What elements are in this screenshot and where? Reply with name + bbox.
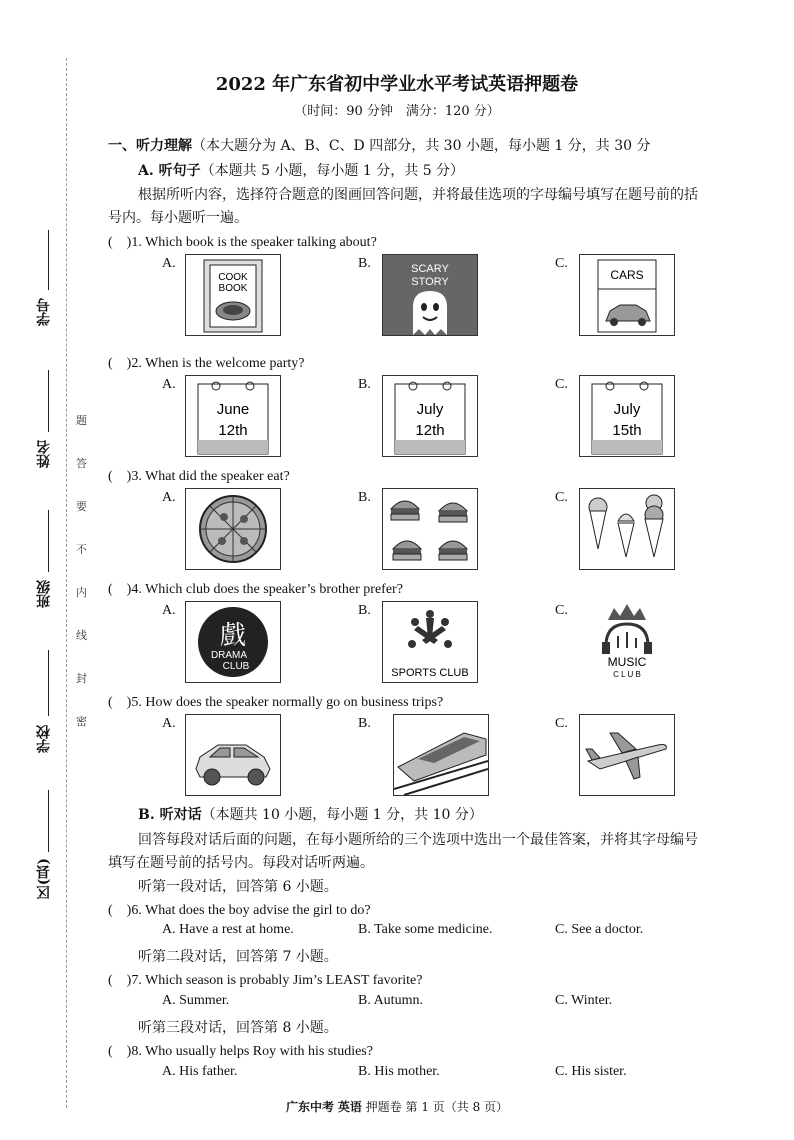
option-letter: C. [555, 490, 568, 505]
option-letter: A. [162, 603, 176, 618]
book-title-line1: SCARY [411, 263, 449, 275]
part-a-label: A. 听句子 [138, 163, 201, 179]
option-letter: C. [555, 377, 568, 392]
picture-music-club[interactable] [579, 601, 675, 683]
book-title-line2: STORY [411, 276, 449, 288]
footer-page: 第 1 页（共 8 页） [405, 1100, 509, 1114]
answer-bracket[interactable]: ( )4. [108, 582, 142, 597]
calendar-month: June [216, 401, 250, 418]
question-5 [108, 691, 443, 711]
option-letter: B. [358, 716, 371, 731]
seal-char: 题 [76, 414, 87, 427]
answer-bracket[interactable]: ( )8. [108, 1044, 142, 1059]
side-label-name: 姓名 [36, 440, 52, 468]
picture-pizza[interactable] [185, 488, 281, 570]
dialog-intro: 听第一段对话，回答第 6 小题。 [138, 879, 338, 895]
picture-airplane[interactable] [579, 714, 675, 796]
page-footer [0, 1098, 794, 1115]
side-label-student-id: 学号 [36, 298, 52, 326]
answer-option[interactable]: C. See a doctor. [555, 922, 644, 937]
seal-char: 线 [76, 629, 87, 642]
footer-paper: 押题卷 [365, 1100, 402, 1114]
picture-ice-creams[interactable] [579, 488, 675, 570]
picture-sports-club[interactable] [382, 601, 478, 683]
answer-option[interactable]: A. Have a rest at home. [162, 922, 294, 937]
option-letter: A. [162, 490, 176, 505]
question-7 [108, 969, 422, 989]
picture-calendar-june-12[interactable] [185, 375, 281, 457]
drama-club-line2: CLUB [222, 661, 250, 672]
question-6 [108, 899, 371, 919]
seal-char: 不 [76, 543, 87, 556]
binding-dashed-line [66, 58, 67, 1108]
question-2 [108, 352, 304, 372]
picture-hamburgers[interactable] [382, 488, 478, 570]
option-letter: B. [358, 490, 371, 505]
answer-bracket[interactable]: ( )2. [108, 356, 142, 371]
question-text: What did the speaker eat? [145, 469, 290, 484]
part-a-instruction: 根据所听内容，选择符合题意的图画回答问题，并将最佳选项的字母编号填写在题号前的括 [138, 187, 698, 203]
part-b-instruction: 填写在题号前的括号内。每段对话听两遍。 [108, 855, 374, 871]
answer-bracket[interactable]: ( )1. [108, 235, 142, 250]
question-text: When is the welcome party? [145, 356, 305, 371]
picture-car[interactable] [185, 714, 281, 796]
side-label-class: 班级 [36, 580, 52, 608]
drama-club-char: 戲 [219, 621, 247, 651]
answer-option[interactable]: B. Autumn. [358, 993, 423, 1008]
side-input-line-district[interactable] [48, 790, 49, 852]
calendar-day: 12th [218, 422, 248, 439]
calendar-month: July [416, 401, 444, 418]
picture-drama-club[interactable] [185, 601, 281, 683]
picture-cook-book[interactable] [185, 254, 281, 336]
music-club-line2: C L U B [613, 670, 641, 679]
side-label-school: 学校 [36, 725, 52, 753]
picture-scary-story[interactable] [382, 254, 478, 336]
drama-club-line1: DRAMA [210, 650, 248, 661]
sports-club-text: SPORTS CLUB [391, 667, 469, 679]
part-a-note: （本题共 5 小题，每小题 1 分，共 5 分） [200, 163, 465, 179]
part-b-label: B. 听对话 [138, 807, 202, 823]
question-text: Which season is probably Jim’s LEAST favorite? [145, 973, 423, 988]
question-8 [108, 1040, 373, 1060]
section-heading-note: （本大题分为 A、B、C、D 四部分，共 30 小题，每小题 1 分，共 30 分 [192, 138, 651, 154]
answer-bracket[interactable]: ( )7. [108, 973, 142, 988]
book-title-line2: BOOK [218, 283, 248, 294]
book-title-line1: COOK [218, 272, 248, 283]
option-letter: C. [555, 716, 568, 731]
page-title: 2022 年广东省初中学业水平考试英语押题卷 [215, 74, 579, 95]
option-letter: B. [358, 256, 371, 271]
calendar-day: 15th [612, 422, 642, 439]
option-letter: C. [555, 603, 568, 618]
seal-char: 要 [76, 500, 87, 513]
answer-option[interactable]: C. Winter. [555, 993, 613, 1008]
picture-calendar-july-12[interactable] [382, 375, 478, 457]
option-letter: B. [358, 603, 371, 618]
seal-char: 密 [76, 715, 87, 728]
side-input-line-class[interactable] [48, 510, 49, 572]
part-a-heading-row [138, 160, 464, 180]
dialog-intro: 听第二段对话，回答第 7 小题。 [138, 949, 338, 965]
answer-option[interactable]: A. Summer. [162, 993, 230, 1008]
part-b-heading-row [138, 804, 483, 824]
question-1 [108, 231, 377, 251]
question-4 [108, 578, 403, 598]
question-text: What does the boy advise the girl to do? [145, 903, 371, 918]
seal-char: 答 [76, 457, 87, 470]
dialog-intro: 听第三段对话，回答第 8 小题。 [138, 1020, 338, 1036]
calendar-month: July [613, 401, 641, 418]
answer-option[interactable]: A. His father. [162, 1064, 238, 1079]
question-text: Which book is the speaker talking about? [145, 235, 377, 250]
option-letter: B. [358, 377, 371, 392]
footer-subject: 英语 [337, 1100, 362, 1114]
footer-brand: 广东中考 [285, 1100, 334, 1114]
part-b-instruction: 回答每段对话后面的问题，在每小题所给的三个选项中选出一个最佳答案，并将其字母编号 [138, 832, 698, 848]
question-text: Who usually helps Roy with his studies? [145, 1044, 373, 1059]
seal-char: 封 [76, 672, 87, 685]
option-letter: A. [162, 716, 176, 731]
answer-option[interactable]: B. Take some medicine. [358, 922, 493, 937]
question-3 [108, 465, 290, 485]
answer-bracket[interactable]: ( )3. [108, 469, 142, 484]
section-heading-row [108, 135, 650, 155]
picture-cars-book[interactable] [579, 254, 675, 336]
question-text: How does the speaker normally go on business trips? [145, 695, 444, 710]
side-input-line-student-id[interactable] [48, 230, 49, 290]
book-title: CARS [610, 268, 644, 282]
answer-option[interactable]: C. His sister. [555, 1064, 627, 1079]
question-text: Which club does the speaker’s brother prefer? [145, 582, 403, 597]
part-a-instruction: 号内。每小题听一遍。 [108, 210, 248, 226]
answer-bracket[interactable]: ( )5. [108, 695, 142, 710]
side-input-line-name[interactable] [48, 370, 49, 432]
section-heading: 一、听力理解 [108, 138, 192, 154]
page-subtitle: （时间：90 分钟 满分：120 分） [294, 104, 500, 119]
option-letter: C. [555, 256, 568, 271]
picture-train[interactable] [393, 714, 489, 796]
side-label-district: 区(县) [36, 858, 52, 900]
calendar-day: 12th [415, 422, 445, 439]
music-club-line1: MUSIC [607, 655, 647, 669]
option-letter: A. [162, 256, 176, 271]
side-input-line-school[interactable] [48, 650, 49, 716]
answer-option[interactable]: B. His mother. [358, 1064, 440, 1079]
option-letter: A. [162, 377, 176, 392]
answer-bracket[interactable]: ( )6. [108, 903, 142, 918]
part-b-note: （本题共 10 小题，每小题 1 分，共 10 分） [201, 807, 483, 823]
seal-char: 内 [76, 586, 87, 599]
picture-calendar-july-15[interactable] [579, 375, 675, 457]
